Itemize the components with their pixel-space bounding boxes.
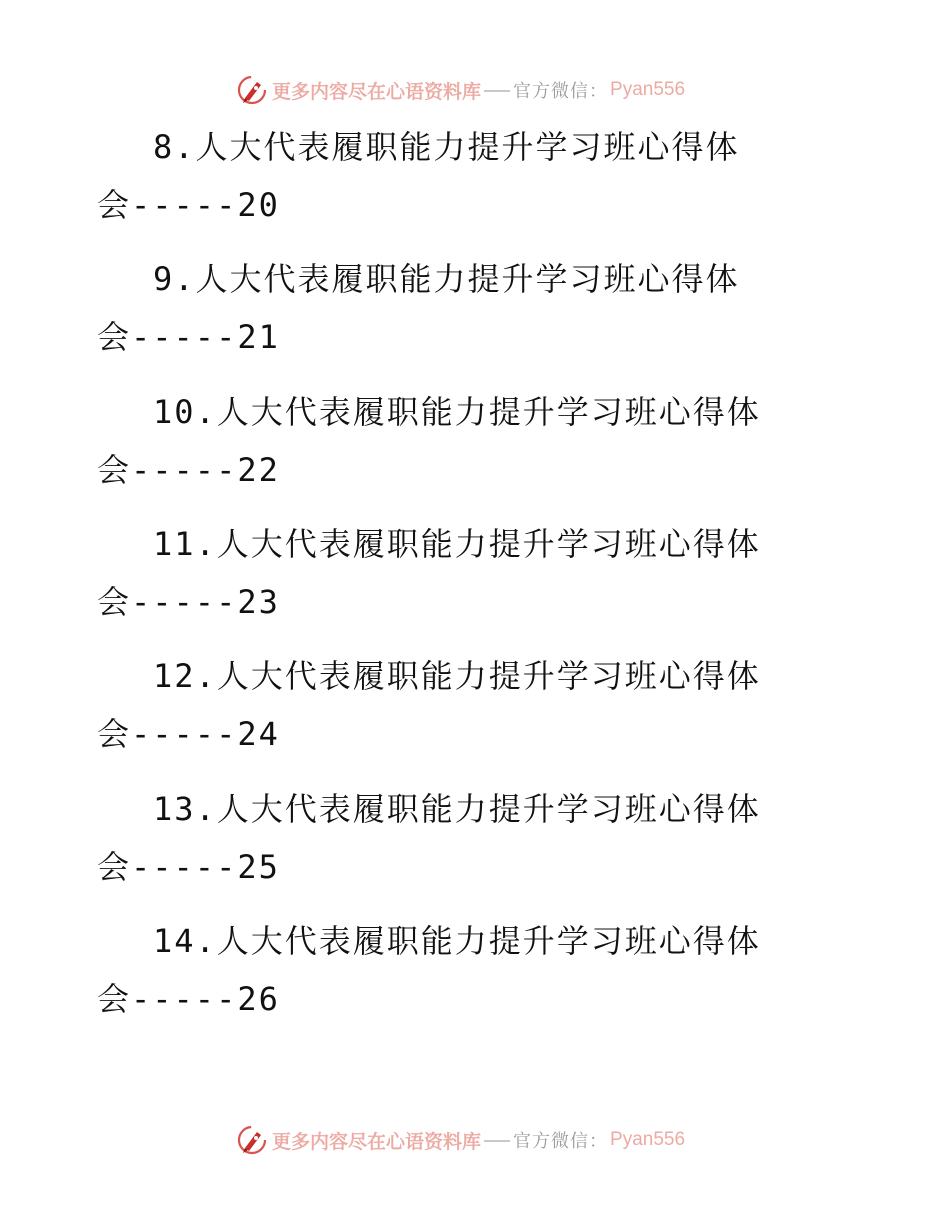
toc-item-14-title[interactable]: 14.人大代表履职能力提升学习班心得体: [153, 922, 761, 960]
toc-item-14-page[interactable]: 会-----26: [97, 980, 280, 1018]
toc-item-13-page[interactable]: 会-----25: [97, 848, 280, 886]
toc-item-11-page[interactable]: 会-----23: [97, 583, 280, 621]
toc-item-11-title[interactable]: 11.人大代表履职能力提升学习班心得体: [153, 525, 761, 563]
footer-watermark-banner: [236, 1123, 685, 1157]
toc-item-8-title[interactable]: 8.人大代表履职能力提升学习班心得体: [153, 128, 740, 166]
toc-item-8-page[interactable]: 会-----20: [97, 186, 280, 224]
toc-item-12-page[interactable]: 会-----24: [97, 715, 280, 753]
toc-item-9-title[interactable]: 9.人大代表履职能力提升学习班心得体: [153, 260, 740, 298]
watermark-account-id: Pyan556: [610, 1129, 686, 1150]
toc-item-12-title[interactable]: 12.人大代表履职能力提升学习班心得体: [153, 657, 761, 695]
toc-item-9-page[interactable]: 会-----21: [97, 318, 280, 356]
toc-item-10-title[interactable]: 10.人大代表履职能力提升学习班心得体: [153, 393, 761, 431]
watermark-account-id: Pyan556: [610, 79, 686, 100]
watermark-site-text: 更多内容尽在心语资料库: [272, 80, 482, 103]
toc-item-13-title[interactable]: 13.人大代表履职能力提升学习班心得体: [153, 790, 761, 828]
pen-logo-icon: [236, 1124, 268, 1156]
watermark-official-label: 官方微信：: [513, 81, 609, 102]
watermark-site-text: 更多内容尽在心语资料库: [272, 1130, 482, 1153]
watermark-official-label: 官方微信：: [513, 1131, 609, 1152]
toc-item-10-page[interactable]: 会-----22: [97, 451, 280, 489]
watermark-dash: [484, 1140, 510, 1142]
